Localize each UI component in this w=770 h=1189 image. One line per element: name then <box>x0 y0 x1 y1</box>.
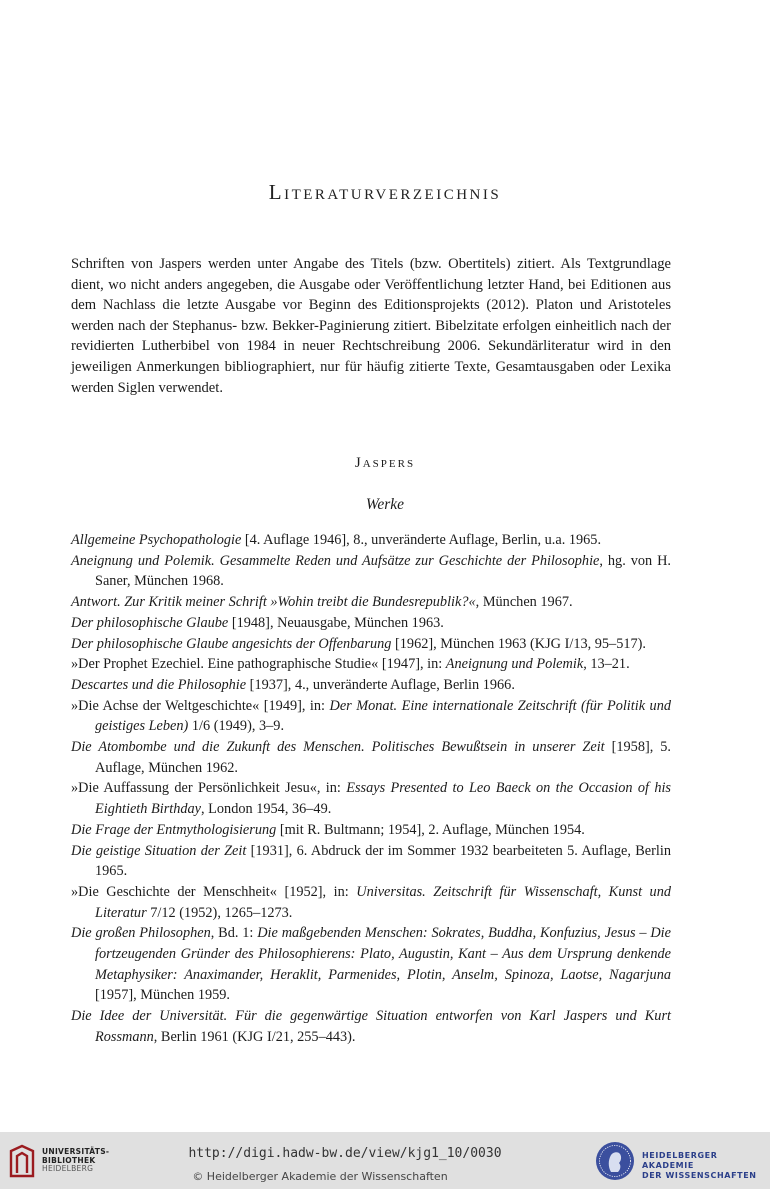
entry-title: Die Frage der Entmythologisierung <box>71 821 277 838</box>
entry-title: Antwort. Zur Kritik meiner Schrift »Wohin treibt die Bundesrepublik?« <box>71 594 476 611</box>
academy-name <box>642 1151 770 1181</box>
entry-text: 1/6 (1949), 3–9. <box>188 718 285 735</box>
entry-text: , Bd. 1: <box>210 925 258 942</box>
entry-text: [1958], 5. Auflage, München 1962. <box>95 739 672 776</box>
ub-line: HEIDELBERG <box>42 1164 94 1174</box>
bibliography-entry <box>71 778 671 819</box>
entry-text: [1957], München 1959. <box>95 987 231 1004</box>
entry-text: , London 1954, 36–49. <box>201 801 332 818</box>
ub-line: BIBLIOTHEK <box>42 1155 96 1165</box>
entry-title: Essays Presented to Leo Baeck on the Occasion of his Eightieth Birthday <box>95 780 671 818</box>
entry-title: Die Idee der Universität. Für die gegenwärtige Situation entworfen von Karl Jaspers und Kurt Rossmann <box>71 1008 671 1045</box>
entry-text: , Berlin 1961 (KJG I/21, 255–443). <box>153 1028 356 1045</box>
entry-title: Aneignung und Polemik. Gesammelte Reden und Aufsätze zur Geschichte der Philosophie <box>71 552 600 569</box>
bibliography-entry <box>71 841 671 882</box>
bibliography-entry <box>71 530 671 551</box>
entry-title: Der philosophische Glaube <box>71 614 229 631</box>
academy-line: HEIDELBERGER AKADEMIE <box>642 1151 718 1170</box>
bibliography-entry <box>71 675 671 696</box>
bibliography-entry <box>71 696 671 737</box>
bibliography-entry <box>71 551 671 592</box>
ub-line: UNIVERSITÄTS- <box>42 1147 110 1156</box>
entry-title: Die geistige Situation der Zeit <box>71 842 247 859</box>
bibliography-entry <box>71 613 671 634</box>
academy-seal-icon[interactable] <box>594 1140 636 1182</box>
permalink-url[interactable]: http://digi.hadw-bw.de/view/kjg1_10/0030 <box>188 1146 502 1161</box>
entry-text: »Die Achse der Weltgeschichte« [1949], in: <box>71 697 330 714</box>
footer-bar <box>0 1132 770 1189</box>
page-title: Literaturverzeichnis <box>268 180 502 204</box>
academy-line: DER WISSENSCHAFTEN <box>642 1171 757 1180</box>
entry-title: Der philosophische Glaube angesichts der Offenbarung <box>71 635 392 652</box>
entry-text: »Die Geschichte der Menschheit« [1952], in: <box>71 883 357 900</box>
entry-title: Universitas. Zeitschrift für Wissenschaft, Kunst und Literatur <box>95 883 671 921</box>
bibliography-entry <box>71 820 671 841</box>
entry-text: , 13–21. <box>583 656 630 673</box>
entry-title: Der Monat. Eine internationale Zeitschrift (für Politik und geistiges Leben) <box>95 697 671 735</box>
entry-title: Die maßgebenden Menschen: Sokrates, Buddha, Konfuzius, Jesus – Die fortzeugenden Gründer des Philosophierens: Plato, Augustin, Kant – Aus dem Ursprung denkende Metaphysiker: Anaximander, Heraklit, Parmenides, Plotin, Anselm, Spinoza, Laotse, Nagarjuna <box>95 925 672 983</box>
entry-title: Die großen Philosophen <box>71 925 211 942</box>
bibliography-entry <box>71 634 671 655</box>
bibliography-entry <box>71 882 671 923</box>
bibliography-list <box>71 530 671 1048</box>
subsection-heading: Werke <box>365 496 405 513</box>
entry-text: , hg. von H. Saner, München 1968. <box>95 552 672 590</box>
entry-title: Descartes und die Philosophie <box>71 676 247 693</box>
intro-paragraph: Schriften von Jaspers werden unter Angabe des Titels (bzw. Obertitels) zitiert. Als Textgrundlage dient, wo nicht anders angegeben, die Ausgabe oder Veröffentlichung letzter Hand, bei Editionen aus dem Nachlass die letzte Ausgabe vor Beginn des Editionsprojekts (2012). Platon und Aristoteles werden nach der Stephanus- bzw. Bekker-Paginierung zitiert. Bibelzitate erfolgen einheitlich nach der revidierten Lutherbibel von 1984 in neuer Rechtschreibung 2006. Sekundärliteratur wird in den jeweiligen Anmerkungen bibliographiert, nur für häufig zitierte Texte, Gesamtausgaben oder Lexika werden Siglen verwendet. <box>71 256 671 396</box>
entry-title: Allgemeine Psychopathologie <box>71 532 242 548</box>
entry-text: , München 1967. <box>475 594 573 611</box>
bibliography-entry <box>71 1006 671 1047</box>
copyright-notice: © Heidelberger Akademie der Wissenschaften <box>192 1170 448 1183</box>
entry-text: [1931], 6. Abdruck der im Sommer 1932 bearbeiteten 5. Auflage, Berlin 1965. <box>95 842 671 880</box>
entry-text: »Der Prophet Ezechiel. Eine pathographische Studie« [1947], in: <box>71 656 446 673</box>
section-heading: Jaspers <box>354 455 416 471</box>
entry-text: [4. Auflage 1946], 8., unveränderte Auflage, Berlin, u.a. 1965. <box>241 532 602 548</box>
entry-text: [1962], München 1963 (KJG I/13, 95–517). <box>391 635 646 652</box>
entry-text: 7/12 (1952), 1265–1273. <box>146 904 293 921</box>
entry-title: Aneignung und Polemik <box>445 656 584 673</box>
entry-text: [1937], 4., unveränderte Auflage, Berlin 1966. <box>246 676 515 693</box>
bibliography-entry <box>71 654 671 675</box>
entry-text: [1948], Neuausgabe, München 1963. <box>228 614 444 631</box>
bibliography-entry <box>71 737 671 778</box>
bibliography-entry <box>71 923 671 1006</box>
bibliography-entry <box>71 592 671 613</box>
entry-text: [mit R. Bultmann; 1954], 2. Auflage, München 1954. <box>276 821 585 838</box>
entry-title: Die Atombombe und die Zukunft des Menschen. Politisches Bewußtsein in unserer Zeit <box>71 739 605 756</box>
entry-text: »Die Auffassung der Persönlichkeit Jesu«, in: <box>71 780 347 797</box>
